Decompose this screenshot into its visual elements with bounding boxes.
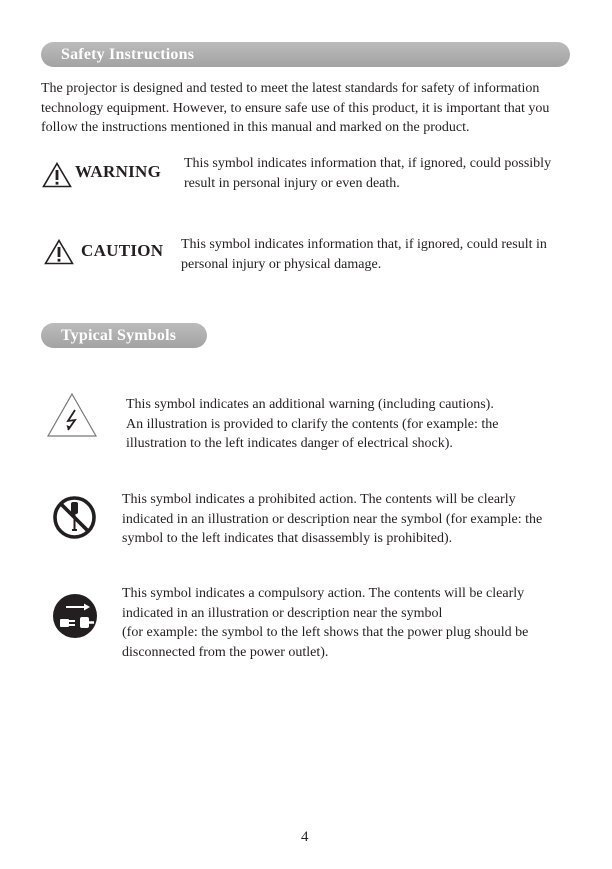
page-number: 4 [301,829,309,845]
text-line: symbol to the left indicates that disassembly is prohibited). [122,531,453,546]
text-line: result in personal injury or even death. [184,175,400,191]
text-line: This symbol indicates information that, if ignored, could possibly [184,156,552,171]
symbol-description [122,584,572,662]
text-line: indicated in an illustration or description near the symbol [122,605,443,621]
text-line: technology equipment. However, to ensure safe use of this product, it is important that you [41,100,550,116]
warning-description [184,154,584,193]
text-line: indicated in an illustration or description near the symbol (for example: the [122,511,543,527]
unplug-power-icon [52,593,98,639]
text-line: This symbol indicates a prohibited action. The contents will be clearly [122,492,516,507]
caution-description [181,235,581,274]
text-line: The projector is designed and tested to meet the latest standards for safety of information [41,81,540,96]
text-line: disconnected from the power outlet). [122,644,329,660]
symbol-description [126,395,566,454]
section-title: Safety Instructions [61,46,195,63]
section-title: Typical Symbols [61,327,177,344]
no-disassembly-icon [52,495,97,540]
text-line: illustration to the left indicates danger of electrical shock). [126,436,453,451]
caution-label: CAUTION [81,241,164,260]
text-line: (for example: the symbol to the left shows that the power plug should be [122,625,529,640]
warning-label: WARNING [75,162,162,181]
warning-triangle-icon [42,162,72,188]
symbol-description [122,490,572,549]
text-line: follow the instructions mentioned in this manual and marked on the product. [41,120,470,135]
text-line: An illustration is provided to clarify the contents (for example: the [126,416,499,432]
intro-paragraph [41,79,586,138]
section-header-typical-symbols [41,323,207,348]
text-line: This symbol indicates an additional warning (including cautions). [126,397,494,412]
section-header-safety-instructions [41,42,570,67]
text-line: This symbol indicates a compulsory action. The contents will be clearly [122,586,525,601]
text-line: personal injury or physical damage. [181,256,382,272]
electrical-shock-warning-icon [46,392,98,438]
text-line: This symbol indicates information that, if ignored, could result in [181,237,547,252]
caution-triangle-icon [44,239,74,265]
